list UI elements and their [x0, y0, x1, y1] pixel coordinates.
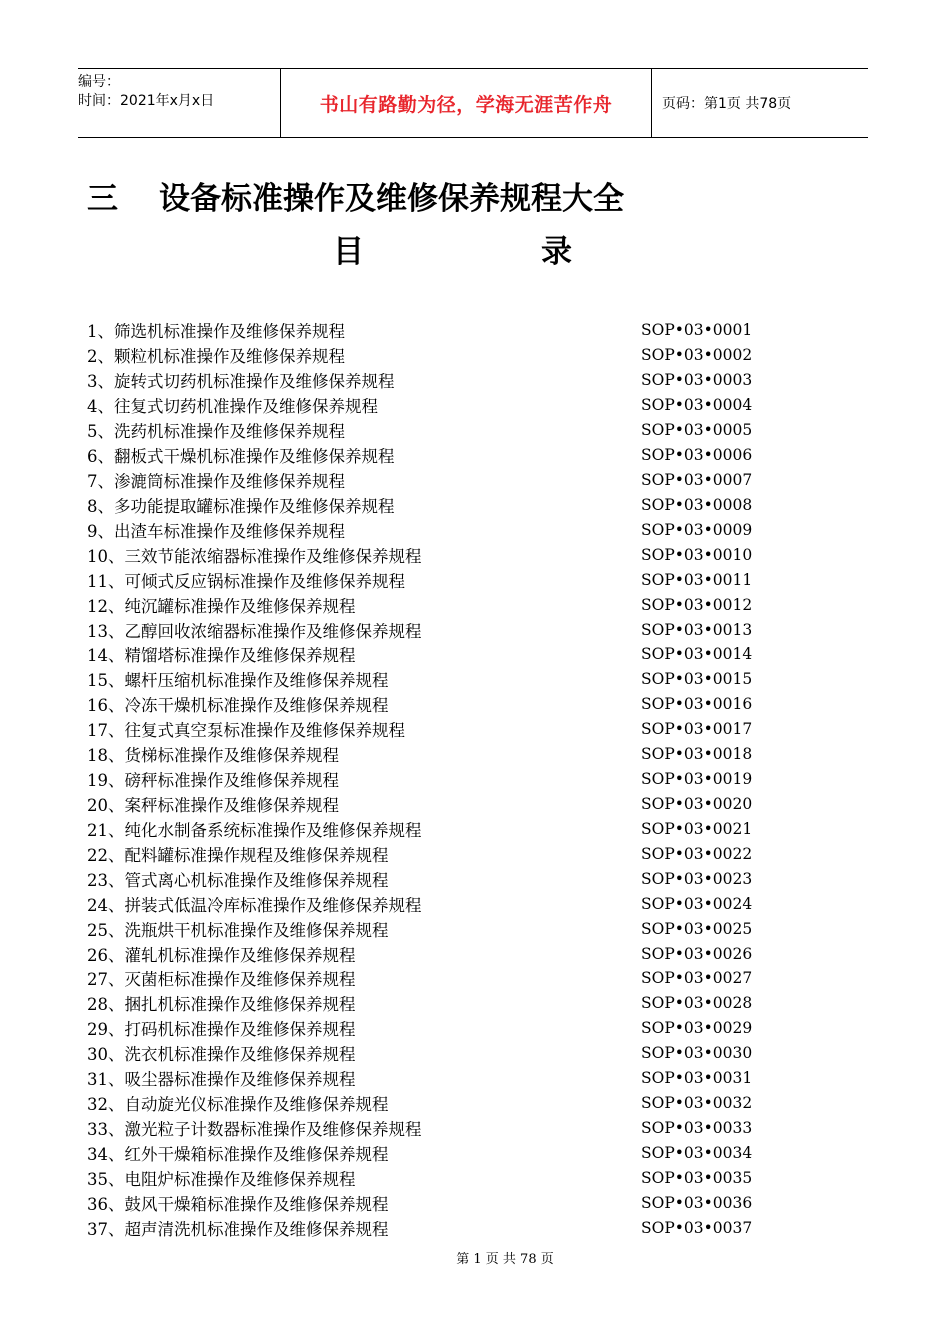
toc-entry-code: SOP•03•0019	[641, 770, 753, 789]
toc-entry-title: 14、精馏塔标准操作及维修保养规程	[87, 646, 356, 666]
toc-entry-title: 21、纯化水制备系统标准操作及维修保养规程	[87, 820, 422, 840]
toc-entry-title: 36、鼓风干燥箱标准操作及维修保养规程	[87, 1194, 389, 1214]
toc-entry	[87, 1215, 767, 1240]
header-motto: 书山有路勤为径，学海无涯苦作舟	[280, 69, 652, 137]
toc-entry-title: 28、捆扎机标准操作及维修保养规程	[87, 995, 356, 1015]
toc-entry-title: 26、灌轧机标准操作及维修保养规程	[87, 945, 356, 965]
toc-entry	[87, 517, 767, 542]
toc-entry-title: 30、洗衣机标准操作及维修保养规程	[87, 1045, 356, 1065]
toc-entry-title: 25、洗瓶烘干机标准操作及维修保养规程	[87, 920, 389, 940]
toc-entry	[87, 1116, 767, 1141]
toc-entry-code: SOP•03•0024	[641, 894, 753, 913]
toc-entry-code: SOP•03•0027	[641, 969, 753, 988]
toc-entry-title: 27、灭菌柜标准操作及维修保养规程	[87, 970, 356, 990]
toc-entry-code: SOP•03•0025	[641, 919, 753, 938]
toc-entry-code: SOP•03•0003	[641, 371, 753, 390]
toc-entry-code: SOP•03•0008	[641, 495, 753, 514]
toc-entry-code: SOP•03•0007	[641, 470, 753, 489]
document-number-label: 编号：	[78, 74, 120, 90]
title-section-number: 三	[87, 181, 118, 217]
toc-entry-code: SOP•03•0009	[641, 520, 753, 539]
toc-entry-code: SOP•03•0012	[641, 595, 753, 614]
toc-entry-code: SOP•03•0026	[641, 944, 753, 963]
header-page-label: 页码：第1页 共78页	[662, 96, 792, 112]
title-text: 设备标准操作及维修保养规程大全	[159, 181, 624, 217]
toc-entry	[87, 742, 767, 767]
document-title	[87, 173, 624, 218]
toc-entry	[87, 1140, 767, 1165]
toc-entry	[87, 767, 767, 792]
toc-entry-title: 35、电阻炉标准操作及维修保养规程	[87, 1169, 356, 1189]
toc-entry	[87, 1066, 767, 1091]
toc-entry	[87, 692, 767, 717]
toc-entry	[87, 368, 767, 393]
toc-entry-title: 37、超声清洗机标准操作及维修保养规程	[87, 1219, 389, 1239]
toc-heading-char-2: 录	[541, 234, 572, 270]
toc-entry-code: SOP•03•0032	[641, 1094, 753, 1113]
toc-entry	[87, 792, 767, 817]
toc-entry-code: SOP•03•0006	[641, 446, 753, 465]
toc-entry-code: SOP•03•0010	[641, 545, 753, 564]
toc-entry	[87, 592, 767, 617]
toc-entry-title: 5、洗药机标准操作及维修保养规程	[87, 422, 345, 442]
toc-entry-title: 32、自动旋光仪标准操作及维修保养规程	[87, 1095, 389, 1115]
toc-entry	[87, 642, 767, 667]
page-header	[78, 68, 868, 138]
toc-entry-title: 2、颗粒机标准操作及维修保养规程	[87, 347, 345, 367]
toc-entry-code: SOP•03•0015	[641, 670, 753, 689]
toc-entry-title: 12、纯沉罐标准操作及维修保养规程	[87, 596, 356, 616]
toc-entry	[87, 1041, 767, 1066]
toc-entry-title: 1、筛选机标准操作及维修保养规程	[87, 322, 345, 342]
toc-entry	[87, 1190, 767, 1215]
toc-entry-title: 31、吸尘器标准操作及维修保养规程	[87, 1070, 356, 1090]
toc-entry-title: 7、渗漉筒标准操作及维修保养规程	[87, 471, 345, 491]
toc-entry	[87, 492, 767, 517]
toc-entry	[87, 542, 767, 567]
toc-entry-code: SOP•03•0035	[641, 1168, 753, 1187]
toc-entry-title: 20、案秤标准操作及维修保养规程	[87, 795, 339, 815]
toc-entry-code: SOP•03•0036	[641, 1193, 753, 1212]
toc-entry	[87, 941, 767, 966]
toc-entry	[87, 468, 767, 493]
toc-entry	[87, 343, 767, 368]
toc-entry	[87, 1091, 767, 1116]
toc-entry-code: SOP•03•0021	[641, 819, 753, 838]
toc-entry-code: SOP•03•0017	[641, 720, 753, 739]
toc-heading-char-1: 目	[333, 234, 364, 270]
toc-entry-code: SOP•03•0014	[641, 645, 753, 664]
page-footer: 第 1 页 共 78 页	[456, 1252, 554, 1267]
toc-entry-code: SOP•03•0004	[641, 396, 753, 415]
toc-entry-code: SOP•03•0011	[641, 570, 753, 589]
toc-entry-code: SOP•03•0029	[641, 1019, 753, 1038]
toc-entry-code: SOP•03•0001	[641, 321, 753, 340]
toc-entry-title: 9、出渣车标准操作及维修保养规程	[87, 521, 345, 541]
toc-entry	[87, 717, 767, 742]
toc-entry-title: 23、管式离心机标准操作及维修保养规程	[87, 870, 389, 890]
toc-entry	[87, 418, 767, 443]
toc-entry	[87, 966, 767, 991]
toc-entry	[87, 916, 767, 941]
document-date-label: 时间：2021年x月x日	[78, 93, 215, 109]
toc-entry	[87, 318, 767, 343]
toc-entry-code: SOP•03•0023	[641, 869, 753, 888]
toc-entry-title: 15、螺杆压缩机标准操作及维修保养规程	[87, 671, 389, 691]
toc-entry	[87, 1165, 767, 1190]
toc-entry	[87, 617, 767, 642]
toc-entry-title: 24、拼装式低温冷库标准操作及维修保养规程	[87, 895, 422, 915]
toc-entry-title: 8、多功能提取罐标准操作及维修保养规程	[87, 496, 395, 516]
toc-entry-title: 13、乙醇回收浓缩器标准操作及维修保养规程	[87, 621, 422, 641]
toc-entry-code: SOP•03•0016	[641, 695, 753, 714]
toc-entry-title: 34、红外干燥箱标准操作及维修保养规程	[87, 1144, 389, 1164]
toc-entry-code: SOP•03•0037	[641, 1218, 753, 1237]
toc-entry-title: 16、冷冻干燥机标准操作及维修保养规程	[87, 696, 389, 716]
toc-entry	[87, 667, 767, 692]
toc-entry	[87, 866, 767, 891]
toc-entry-code: SOP•03•0005	[641, 421, 753, 440]
toc-entry	[87, 816, 767, 841]
toc-entry-code: SOP•03•0022	[641, 844, 753, 863]
header-meta	[78, 69, 280, 137]
toc-entry	[87, 891, 767, 916]
toc-entry	[87, 443, 767, 468]
toc-entry-title: 33、激光粒子计数器标准操作及维修保养规程	[87, 1119, 422, 1139]
toc-entry-code: SOP•03•0028	[641, 994, 753, 1013]
toc-entry-code: SOP•03•0018	[641, 745, 753, 764]
toc-entry-title: 17、往复式真空泵标准操作及维修保养规程	[87, 721, 405, 741]
toc-entry-title: 19、磅秤标准操作及维修保养规程	[87, 771, 339, 791]
toc-entry-title: 4、往复式切药机准操作及维修保养规程	[87, 397, 378, 417]
toc-entry-title: 22、配料罐标准操作规程及维修保养规程	[87, 845, 389, 865]
toc-entry	[87, 393, 767, 418]
toc-entry-code: SOP•03•0030	[641, 1044, 753, 1063]
toc-entry-code: SOP•03•0031	[641, 1069, 753, 1088]
toc-entry	[87, 841, 767, 866]
toc-entry-title: 29、打码机标准操作及维修保养规程	[87, 1020, 356, 1040]
toc-entry-title: 3、旋转式切药机标准操作及维修保养规程	[87, 372, 395, 392]
table-of-contents	[87, 318, 767, 1240]
toc-entry-code: SOP•03•0034	[641, 1143, 753, 1162]
toc-entry-code: SOP•03•0020	[641, 794, 753, 813]
toc-entry-code: SOP•03•0013	[641, 620, 753, 639]
toc-entry-title: 11、可倾式反应锅标准操作及维修保养规程	[87, 571, 405, 591]
toc-entry	[87, 991, 767, 1016]
toc-entry-title: 6、翻板式干燥机标准操作及维修保养规程	[87, 447, 395, 467]
toc-entry-code: SOP•03•0002	[641, 346, 753, 365]
toc-entry-title: 10、三效节能浓缩器标准操作及维修保养规程	[87, 546, 422, 566]
toc-entry-code: SOP•03•0033	[641, 1118, 753, 1137]
toc-entry	[87, 567, 767, 592]
toc-entry-title: 18、货梯标准操作及维修保养规程	[87, 746, 339, 766]
toc-entry	[87, 1016, 767, 1041]
